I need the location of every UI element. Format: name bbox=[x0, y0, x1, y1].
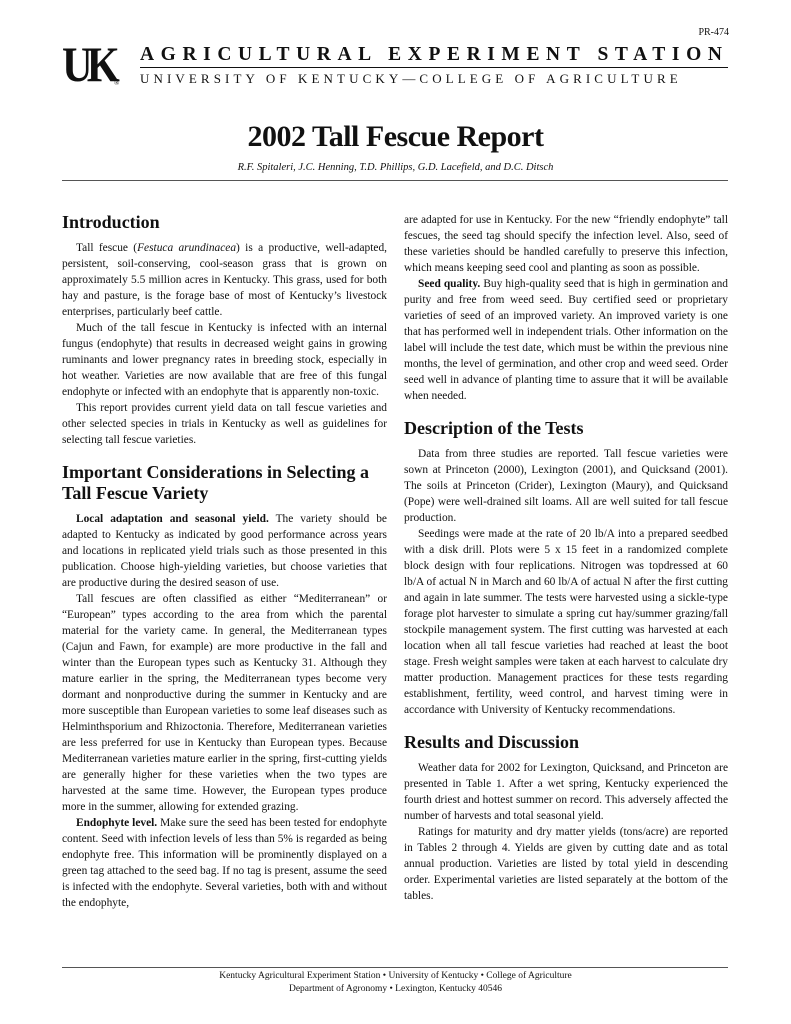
footer-rule bbox=[62, 967, 728, 968]
intro-paragraph-1: Tall fescue (Festuca arundinacea) is a productive, well-adapted, persistent, soil-conserving, cool-season grass that is grown on approximately 5.5 million acres in Kentucky. This grass, used for both hay and pasture, is the forage base of most of Kentucky’s livestock enterprises, particularly beef cattle. bbox=[62, 242, 388, 318]
heading-results: Results and Discussion bbox=[404, 732, 580, 752]
left-column bbox=[62, 212, 387, 911]
considerations-paragraph-4: Seed quality. Buy high-quality seed that is high in germination and purity and free from weed seed. Buy certified seed or proprietary varieties of seed of an improved variety. An improved variety is one that has performed well in independent trials. Other information on the label will include the test date, which must be within the previous nine months, the level of germination, and other crop and weed seed. Order seed well in advance of planting time to assure that it will be available when needed. bbox=[404, 278, 729, 402]
considerations-paragraph-2: Tall fescues are often classified as either “Mediterranean” or “European” types according to the area from which the parental material for the variety came. In general, the Mediterranean types (Cajun and Fawn, for example) are more productive in the fall and winter than the European types such as Kentucky 31. Although they mature earlier in the spring, the Mediterranean types become very dormant and nonproductive during the summer in Kentucky and are more susceptible than European varieties to some leaf diseases such as Helminthsporium and Rhizoctonia. Therefore, Mediterranean varieties are less preferred for use in Kentucky than European types. Because Mediterranean varieties mature earlier in the spring, first-cutting yields are generally higher for these varieties when the two types are harvested at the same time. However, the European types produce more in the summer, allowing for extended grazing. bbox=[62, 593, 387, 813]
intro-paragraph-2: Much of the tall fescue in Kentucky is infected with an internal fungus (endophyte) that results in decreased weight gains in growing ruminants and lower pregnancy rates in breeding stock, especially in hot weather. Varieties are now available that are free of this fungal endophyte or infected with an endophyte that is apparently non-toxic. bbox=[62, 322, 387, 398]
report-title: 2002 Tall Fescue Report bbox=[247, 120, 544, 153]
publication-code: PR-474 bbox=[698, 27, 729, 38]
footer-line-1: Kentucky Agricultural Experiment Station • University of Kentucky • College of Agriculture bbox=[219, 971, 572, 981]
footer bbox=[0, 970, 791, 996]
right-column bbox=[404, 212, 728, 904]
considerations-paragraph-1: Local adaptation and seasonal yield. The variety should be adapted to Kentucky as indicated by good performance across years and locations in replicated yield trials such as those presented in this publication. Choose high-yielding varieties, but choose varieties that are productive during the desired season of use. bbox=[62, 513, 387, 589]
considerations-paragraph-3-cont: are adapted for use in Kentucky. For the new “friendly endophyte” tall fescues, the seed tag should specify the infection level. Also, seed of these varieties should be handled carefully to preserve this infection, which means keeping seed cool and planting as soon as possible. bbox=[404, 214, 728, 274]
authors: R.F. Spitaleri, J.C. Henning, T.D. Phillips, G.D. Lacefield, and D.C. Ditsch bbox=[237, 162, 554, 173]
considerations-paragraph-3: Endophyte level. Make sure the seed has been tested for endophyte content. Seed with infection levels of less than 5% is regarded as being endophyte free. This information will be prominently displayed on a green tag attached to the seed bag. If no tag is present, assume the seed is infected with the endophyte. Several varieties, both with and without the endophyte, bbox=[62, 817, 387, 909]
intro-paragraph-3: This report provides current yield data on tall fescue varieties and other selected species in trials in Kentucky as well as guidelines for selecting tall fescue varieties. bbox=[62, 402, 387, 446]
header-rule bbox=[140, 67, 728, 68]
heading-tests: Description of the Tests bbox=[404, 418, 584, 438]
uk-logo: UK bbox=[62, 36, 114, 92]
station-name: AGRICULTURAL EXPERIMENT STATION bbox=[140, 44, 729, 65]
heading-considerations: Important Considerations in Selecting a Tall Fescue Variety bbox=[62, 462, 370, 503]
footer-line-2: Department of Agronomy • Lexington, Kentucky 40546 bbox=[288, 984, 503, 994]
title-rule bbox=[62, 180, 728, 181]
species-name: Festuca arundinacea bbox=[137, 242, 237, 254]
results-paragraph-1: Weather data for 2002 for Lexington, Quicksand, and Princeton are presented in Table 1. After a wet spring, Kentucky experienced the fourth driest and hottest summer on record. This adversely affected the number of harvests and total seasonal yield. bbox=[404, 762, 728, 822]
tests-paragraph-2: Seedings were made at the rate of 20 lb/A into a prepared seedbed with a disk drill. Plots were 5 x 15 feet in a randomized complete block design with four replications. Nitrogen was topdressed at 60 lb/A of actual N in March and 60 lb/A of actual N after the first cutting and again in late summer. The tests were harvested using a sickle-type forage plot harvester to simulate a spring cut hay/summer grazing/fall stockpile management system. The first cutting was harvested at each location when all tall fescue varieties had reached at least the boot stage. Fresh weight samples were taken at each harvest to calculate dry matter production. Management practices for these tests regarding establishment, fertility, weed control, and harvest timing were in accordance with University of Kentucky recommendations. bbox=[404, 528, 728, 716]
university-name: UNIVERSITY OF KENTUCKY—COLLEGE OF AGRICULTURE bbox=[140, 71, 682, 86]
heading-introduction: Introduction bbox=[62, 212, 160, 232]
results-paragraph-2: Ratings for maturity and dry matter yields (tons/acre) are reported in Tables 2 through 4. Yields are given by cutting date and as total annual production. Varieties are listed by total yield in descending order. Experimental varieties are listed separately at the bottom of the tables. bbox=[404, 826, 728, 902]
registered-mark: ® bbox=[114, 79, 120, 87]
tests-paragraph-1: Data from three studies are reported. Tall fescue varieties were sown at Princeton (2000), Lexington (2001), and Quicksand (2001). The soils at Princeton (Crider), Lexington (Maury), and Quicksand (Pope) were well-drained silt loams. All are well suited for tall fescue production. bbox=[404, 448, 728, 524]
